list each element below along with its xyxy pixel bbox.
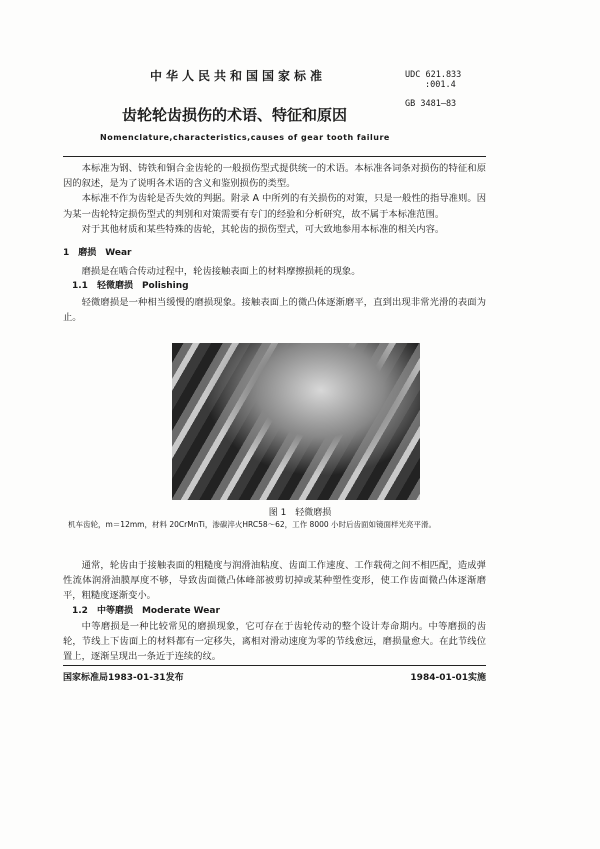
section-1-heading: 1 磨损 Wear [63,248,132,259]
section-1-1-text: 轻微磨损是一种相当缓慢的磨损现象。接触表面上的微凸体逐渐磨平，直到出现非常光滑的表面为止。 [63,296,486,323]
udc-line2: :001.4 [425,80,456,90]
intro-paragraph: 本标准为钢、铸铁和铜合金齿轮的一般损伤型式提供统一的术语。本标准各词条对损伤的特征和原因的叙述，是为了说明各术语的含义和鉴别损伤的类型。 [63,163,486,190]
section-1-2-text: 中等磨损是一种比较常见的磨损现象，它可存在于齿轮传动的整个设计寿命期内。中等磨损的齿轮，节线上下齿面上的材料都有一定移失，离相对滑动速度为零的节线愈远，磨损量愈大。在此节线位置上，逐渐呈现出一条近于连续的纹。 [63,620,486,663]
intro-section [63,161,486,325]
section-1-text: 磨损是在啮合传动过程中，轮齿接触表面上的材料摩擦损耗的现象。 [81,266,361,278]
document-title-en: Nomenclature,characteristics,causes of gear tooth failure [100,133,390,142]
udc-line1: UDC 621.833 [405,70,462,80]
udc-code [405,70,461,90]
figure-caption: 图 1 轻微磨损 [268,508,332,518]
section-1-1-heading: 1.1 轻微磨损 Polishing [72,281,189,292]
footer-divider [63,665,486,666]
figure-1-photo [172,343,420,500]
figure-note: 机车齿轮，m＝12mm，材料 20CrMnTi，渗碳淬火HRC58～62，工作 8000 小时后齿面如镜面样光亮平滑。 [68,520,437,529]
issue-date: 国家标准局1983-01-31发布 [63,673,184,683]
standard-name: 中华人民共和国国家标准 [150,69,327,83]
intro-paragraph: 对于其他材质和某些特殊的齿轮，其轮齿的损伤型式，可大致地参用本标准的相关内容。 [81,223,445,235]
section-1-2-heading: 1.2 中等磨损 Moderate Wear [72,605,220,616]
paragraph: 通常，轮齿由于接触表面的粗糙度与润滑油粘度、齿面工作速度、工作载荷之间不相匹配，造成弹性流体润滑油膜厚度不够，导致齿面微凸体峰部被剪切掉或某种塑性变形，使工作齿面微凸体逐渐磨平，粗糙度逐渐变小。 [63,560,486,602]
wear-section [63,558,486,664]
gb-number: GB 3481—83 [405,99,457,109]
intro-paragraph: 本标准不作为齿轮是否失效的判据。附录 A 中所列的有关损伤的对策，只是一般性的指导准则。因为某一齿轮特定损伤型式的判别和对策需要有专门的经验和分析研究，故不属于本标准范围。 [63,193,486,220]
header-divider [63,156,486,157]
effective-date: 1984-01-01实施 [410,673,486,683]
document-title: 齿轮轮齿损伤的术语、特征和原因 [122,106,348,124]
